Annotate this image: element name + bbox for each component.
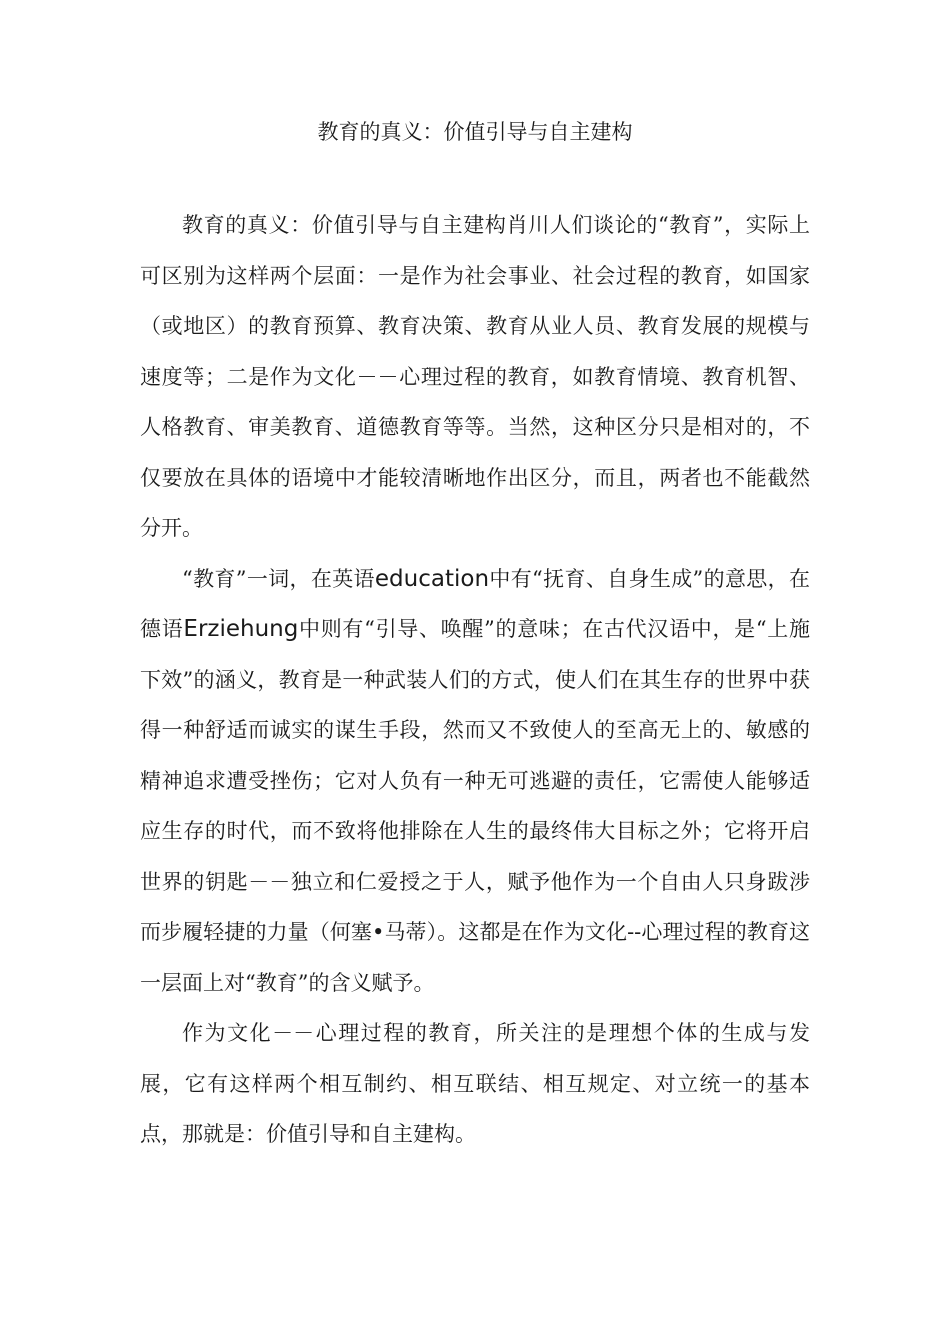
english-term: education [374,565,490,592]
paragraph-2-segment-3: 中则有“引导、唤醒”的意味；在古代汉语中，是“上施下效”的涵义，教育是一种武装人们的方式，使人们在其生存的世界中获得一种舒适而诚实的谋生手段，然而又不致使人的至高无上的、敏感的精神追求遭受挫伤；它对人负有一种无可逃避的责任，它需使人能够适应生存的时代，而不致将他排除在人生的最终伟大目标之外；它将开启世界的钥匙－－独立和仁爱授之于人，赋予他作为一个自由人只身跋涉而步履轻捷的力量（何塞•马蒂）。这都是在作为文化--心理过程的教育这一层面上对“教育”的含义赋予。 [140,617,810,995]
german-term: Erziehung [183,616,299,642]
paragraph-2-segment-2: 中有“抚育、自身生成”的意思，在德语 [140,566,810,641]
paragraph-3: 作为文化－－心理过程的教育，所关注的是理想个体的生成与发展，它有这样两个相互制约、相互联结、相互规定、对立统一的基本点，那就是：价值引导和自主建构。 [140,1021,810,1146]
document-body [140,200,810,1160]
document-title: 教育的真义：价值引导与自主建构 [317,120,633,144]
paragraph-2 [140,554,810,1009]
paragraph-1: 教育的真义：价值引导与自主建构肖川人们谈论的“教育”，实际上可区别为这样两个层面：一是作为社会事业、社会过程的教育，如国家（或地区）的教育预算、教育决策、教育从业人员、教育发展的规模与速度等；二是作为文化－－心理过程的教育，如教育情境、教育机智、人格教育、审美教育、道德教育等等。当然，这种区分只是相对的，不仅要放在具体的语境中才能较清晰地作出区分，而且，两者也不能截然分开。 [140,213,810,540]
paragraph-2-segment-1: “教育”一词，在英语 [182,566,375,591]
